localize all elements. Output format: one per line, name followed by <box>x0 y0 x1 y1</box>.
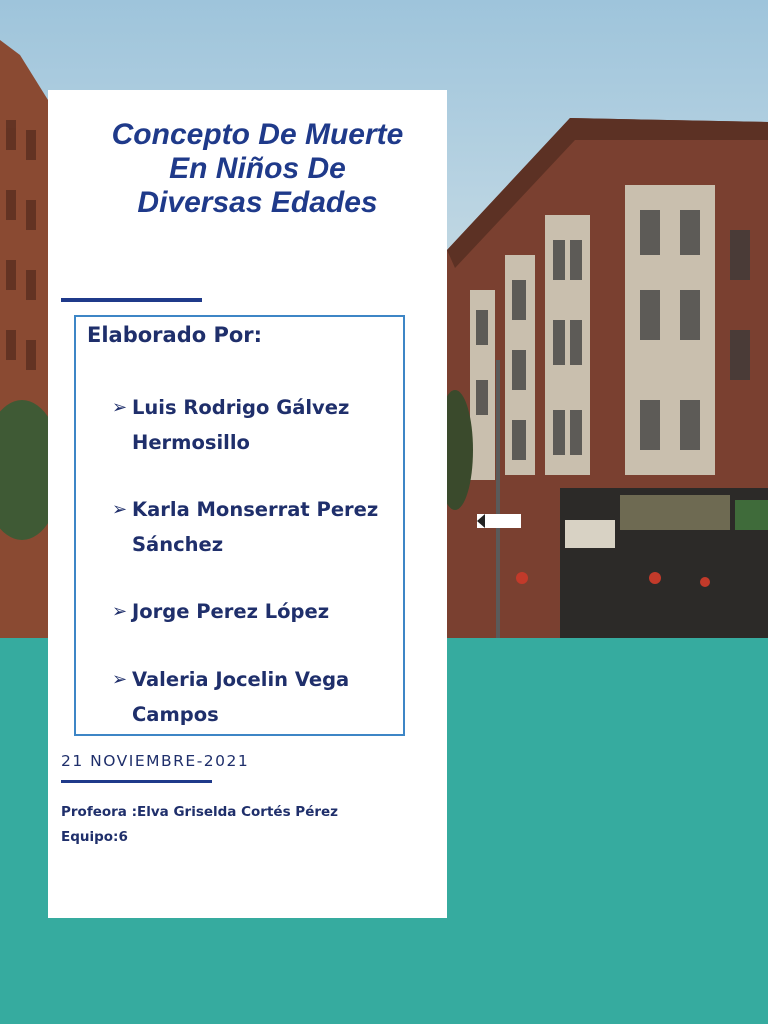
arrow-bullet-icon: ➢ <box>112 669 128 690</box>
author-name-line-1: Luis Rodrigo Gálvez <box>132 396 350 419</box>
author-item <box>112 594 402 629</box>
author-name-line-1: Karla Monserrat Perez <box>132 498 379 521</box>
author-name-line-2: Hermosillo <box>132 431 250 454</box>
arrow-bullet-icon: ➢ <box>112 397 128 418</box>
title-divider <box>61 298 202 302</box>
authors-box <box>74 315 405 736</box>
author-name-line-1: Valeria Jocelin Vega <box>132 668 350 691</box>
teacher-name: Profeora :Elva Griselda Cortés Pérez <box>61 804 339 820</box>
title-line-2: En Niños De <box>169 152 346 185</box>
document-title <box>48 118 447 220</box>
title-line-3: Diversas Edades <box>137 186 378 219</box>
author-item <box>112 492 402 562</box>
author-name-line-2: Sánchez <box>132 533 224 556</box>
author-name-line-2: Campos <box>132 703 219 726</box>
arrow-bullet-icon: ➢ <box>112 601 128 622</box>
document-date: 21 NOVIEMBRE-2021 <box>61 752 250 770</box>
author-item <box>112 390 402 460</box>
author-name-line-1: Jorge Perez López <box>132 600 330 623</box>
author-item <box>112 662 402 732</box>
arrow-bullet-icon: ➢ <box>112 499 128 520</box>
title-line-1: Concepto De Muerte <box>111 118 404 151</box>
authors-heading: Elaborado Por: <box>87 323 263 347</box>
team-number: Equipo:6 <box>61 829 128 845</box>
date-divider <box>61 780 212 783</box>
